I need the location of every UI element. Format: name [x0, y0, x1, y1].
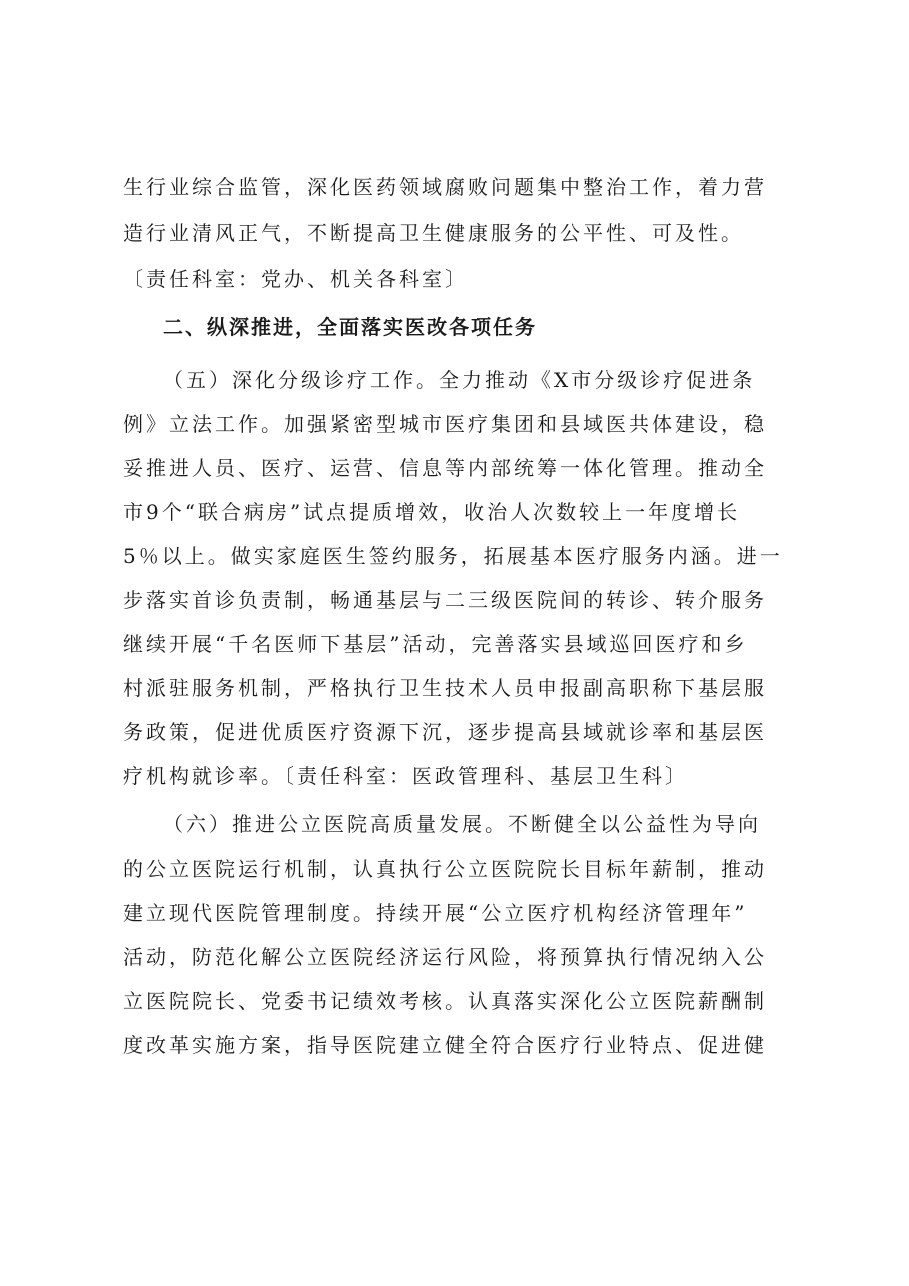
section-heading: 二、纵深推进，全面落实医改各项任务	[163, 315, 537, 339]
body-text-line: 度改革实施方案，指导医院建立健全符合医疗行业特点、促进健	[123, 1033, 767, 1057]
body-text-line: 例》立法工作。加强紧密型城市医疗集团和县域医共体建设，稳	[123, 412, 767, 436]
body-text-line: 5％以上。做实家庭医生签约服务，拓展基本医疗服务内涵。进一	[123, 544, 783, 568]
responsibility-note: 〔责任科室：党办、机关各科室〕	[123, 267, 468, 291]
body-text-line: 务政策，促进优质医疗资源下沉，逐步提高县域就诊率和基层医	[123, 720, 767, 744]
body-text-line: 步落实首诊负责制，畅通基层与二三级医院间的转诊、转介服务	[123, 588, 767, 612]
paragraph-first-line: （六）推进公立医院高质量发展。不断健全以公益性为导向	[163, 812, 761, 836]
body-text-line: 造行业清风正气，不断提高卫生健康服务的公平性、可及性。	[123, 221, 744, 245]
body-text-line: 妥推进人员、医疗、运营、信息等内部统筹一体化管理。推动全	[123, 456, 767, 480]
body-text-line: 村派驻服务机制，严格执行卫生技术人员申报副高职称下基层服	[123, 676, 767, 700]
body-text-line: 市9个“联合病房”试点提质增效，收治人次数较上一年度增长	[123, 500, 741, 524]
body-text-line: 继续开展“千名医师下基层”活动，完善落实县域巡回医疗和乡	[123, 632, 748, 656]
body-text-line: 生行业综合监管，深化医药领域腐败问题集中整治工作，着力营	[123, 175, 767, 199]
body-text-line: 疗机构就诊率。〔责任科室：医政管理科、基层卫生科〕	[123, 764, 688, 788]
body-text-line: 建立现代医院管理制度。持续开展“公立医疗机构经济管理年”	[123, 901, 748, 925]
body-text-line: 的公立医院运行机制，认真执行公立医院院长目标年薪制，推动	[123, 857, 767, 881]
body-text-line: 活动，防范化解公立医院经济运行风险，将预算执行情况纳入公	[123, 945, 767, 969]
body-text-line: 立医院院长、党委书记绩效考核。认真落实深化公立医院薪酬制	[123, 989, 767, 1013]
paragraph-first-line: （五）深化分级诊疗工作。全力推动《X市分级诊疗促进条	[163, 368, 756, 392]
